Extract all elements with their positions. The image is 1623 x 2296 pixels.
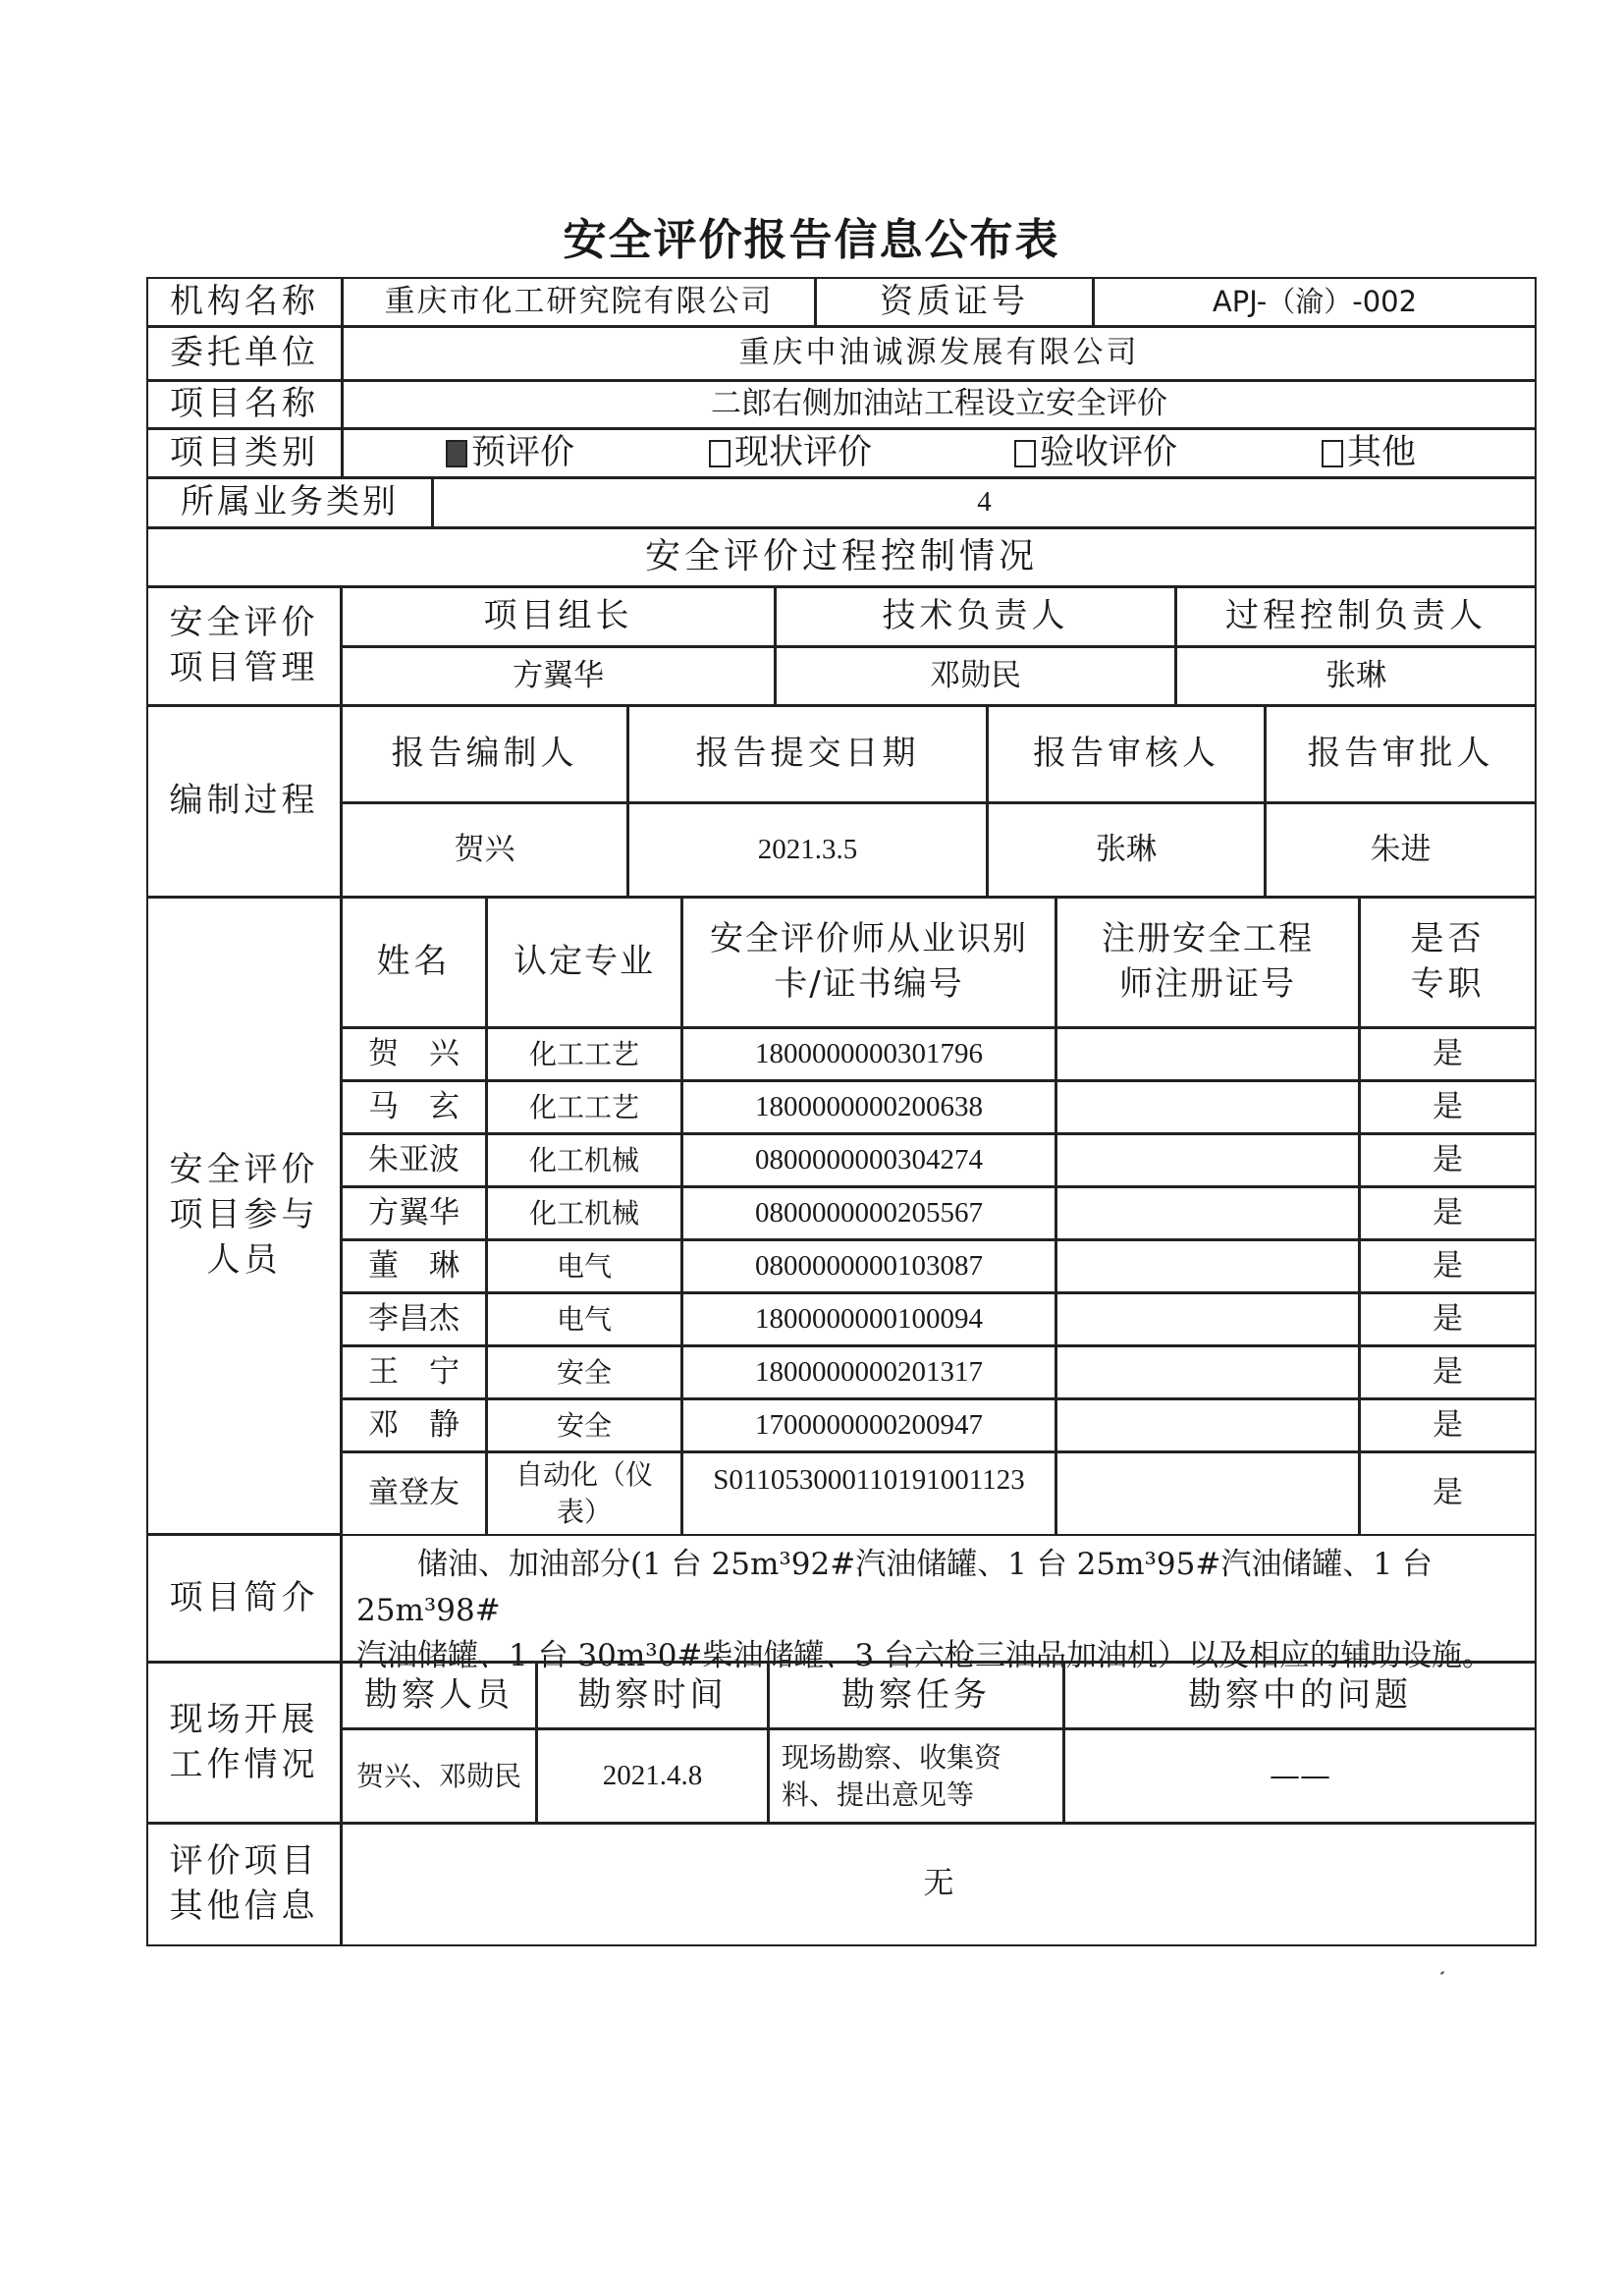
cert-label: 资质证号: [815, 277, 1094, 327]
person-card-number: 1800000000100094: [681, 1292, 1056, 1346]
intro-text: [341, 1534, 1537, 1673]
project-type-label: 项目类别: [146, 428, 343, 478]
person-full-time: 是: [1359, 1345, 1537, 1399]
header-line: 卡/证书编号: [774, 964, 964, 1004]
management-label-line2: 项目管理: [169, 648, 319, 687]
person-name: 童登友: [341, 1451, 487, 1536]
person-name: 李昌杰: [341, 1292, 487, 1346]
person-specialty: 安全: [486, 1345, 682, 1399]
comp-header-author: 报告编制人: [341, 705, 628, 803]
header-line: 师注册证号: [1119, 964, 1296, 1004]
person-full-time: 是: [1359, 1133, 1537, 1187]
mgmt-header-tech: 技术负责人: [775, 586, 1176, 647]
person-registration-number: [1055, 1186, 1360, 1240]
option-label: 现状评价: [734, 432, 873, 472]
person-full-time: 是: [1359, 1451, 1537, 1536]
option-label: 验收评价: [1040, 432, 1178, 472]
site-value-task: 现场勘察、收集资料、提出意见等: [768, 1728, 1064, 1824]
other-info-label-line2: 其他信息: [169, 1886, 319, 1926]
site-work-label-line2: 工作情况: [169, 1744, 319, 1784]
person-card-number: 1800000000200638: [681, 1080, 1056, 1134]
site-value-time: 2021.4.8: [536, 1728, 769, 1824]
option-label: 预评价: [471, 432, 575, 472]
project-name-value: 二郎右侧加油站工程设立安全评价: [342, 380, 1537, 429]
header-line: 注册安全工程: [1102, 919, 1314, 959]
site-header-staff: 勘察人员: [341, 1662, 537, 1729]
personnel-label: [146, 897, 342, 1535]
header-line: 专职: [1410, 964, 1486, 1004]
person-registration-number: [1055, 1345, 1360, 1399]
other-info-value: 无: [341, 1823, 1537, 1946]
person-full-time: 是: [1359, 1027, 1537, 1081]
person-card-number: 1800000000201317: [681, 1345, 1056, 1399]
checkbox-unchecked-icon[interactable]: [709, 440, 730, 467]
person-registration-number: [1055, 1239, 1360, 1293]
site-header-time: 勘察时间: [536, 1662, 769, 1729]
business-category-value: 4: [432, 477, 1537, 528]
comp-value-reviewer: 张琳: [987, 802, 1266, 898]
person-full-time: 是: [1359, 1239, 1537, 1293]
person-name: 邓 静: [341, 1398, 487, 1452]
comp-value-approver: 朱进: [1265, 802, 1537, 898]
person-name: 朱亚波: [341, 1133, 487, 1187]
client-label: 委托单位: [146, 326, 343, 381]
other-info-label-line1: 评价项目: [169, 1841, 319, 1882]
site-work-label: [146, 1662, 342, 1824]
mgmt-value-process: 张琳: [1175, 646, 1537, 706]
personnel-header-fulltime: [1359, 897, 1537, 1028]
mgmt-value-tech: 邓勋民: [775, 646, 1176, 706]
person-card-number: 0800000000304274: [681, 1133, 1056, 1187]
person-specialty: 化工机械: [486, 1133, 682, 1187]
other-info-label: [146, 1823, 342, 1946]
business-category-label: 所属业务类别: [146, 477, 433, 528]
person-full-time: 是: [1359, 1080, 1537, 1134]
person-registration-number: [1055, 1080, 1360, 1134]
intro-text-line1: 储油、加油部分(1 台 25m³92#汽油储罐、1 台 25m³95#汽油储罐、1 台 25m³98#: [356, 1547, 1433, 1628]
intro-text-line2: 汽油储罐、1 台 30m³0#柴油储罐、3 台六枪三油品加油机）以及相应的辅助设施。: [356, 1638, 1492, 1673]
person-card-number: 1700000000200947: [681, 1398, 1056, 1452]
comp-value-author: 贺兴: [341, 802, 628, 898]
mgmt-header-leader: 项目组长: [341, 586, 776, 647]
option-acceptance-evaluation[interactable]: [1014, 430, 1177, 476]
person-name: 董 琳: [341, 1239, 487, 1293]
option-other[interactable]: [1322, 430, 1416, 476]
project-name-label: 项目名称: [146, 380, 343, 429]
person-registration-number: [1055, 1451, 1360, 1536]
personnel-header-name: 姓名: [341, 897, 487, 1028]
personnel-label-line2: 项目参与: [169, 1195, 319, 1235]
checkbox-unchecked-icon[interactable]: [1322, 440, 1343, 467]
personnel-label-line3: 人员: [206, 1239, 282, 1280]
person-full-time: 是: [1359, 1292, 1537, 1346]
comp-header-reviewer: 报告审核人: [987, 705, 1266, 803]
process-section-title: 安全评价过程控制情况: [146, 527, 1537, 587]
person-specialty: 自动化（仪表）: [486, 1451, 682, 1536]
site-header-task: 勘察任务: [768, 1662, 1064, 1729]
person-specialty: 化工工艺: [486, 1080, 682, 1134]
org-value: 重庆市化工研究院有限公司: [342, 277, 816, 327]
cert-value: APJ-（渝）-002: [1093, 277, 1537, 327]
scan-speck: [1440, 1971, 1444, 1975]
person-specialty: 电气: [486, 1239, 682, 1293]
person-registration-number: [1055, 1292, 1360, 1346]
person-specialty: 安全: [486, 1398, 682, 1452]
person-full-time: 是: [1359, 1398, 1537, 1452]
person-card-number: 0800000000205567: [681, 1186, 1056, 1240]
site-value-staff: 贺兴、邓勋民: [341, 1728, 537, 1824]
management-label: [146, 586, 342, 706]
person-registration-number: [1055, 1398, 1360, 1452]
document-title: 安全评价报告信息公布表: [563, 215, 1060, 265]
person-card-number: S011053000110191001123: [681, 1451, 1056, 1536]
comp-header-approver: 报告审批人: [1265, 705, 1537, 803]
client-value: 重庆中油诚源发展有限公司: [342, 326, 1537, 381]
checkbox-checked-icon[interactable]: [446, 440, 467, 467]
comp-header-date: 报告提交日期: [627, 705, 988, 803]
mgmt-value-leader: 方翼华: [341, 646, 776, 706]
person-card-number: 0800000000103087: [681, 1239, 1056, 1293]
mgmt-header-process: 过程控制负责人: [1175, 586, 1537, 647]
person-registration-number: [1055, 1027, 1360, 1081]
project-type-options: [342, 428, 1537, 478]
person-specialty: 电气: [486, 1292, 682, 1346]
person-name: 贺 兴: [341, 1027, 487, 1081]
personnel-header-specialty: 认定专业: [486, 897, 682, 1028]
person-card-number: 1800000000301796: [681, 1027, 1056, 1081]
personnel-label-line1: 安全评价: [169, 1150, 319, 1190]
org-label: 机构名称: [146, 277, 343, 327]
option-label: 其他: [1347, 432, 1417, 472]
management-label-line1: 安全评价: [169, 603, 319, 643]
intro-label: 项目简介: [146, 1534, 342, 1663]
person-specialty: 化工工艺: [486, 1027, 682, 1081]
person-name: 方翼华: [341, 1186, 487, 1240]
person-full-time: 是: [1359, 1186, 1537, 1240]
person-registration-number: [1055, 1133, 1360, 1187]
personnel-header-registration: [1055, 897, 1360, 1028]
person-name: 马 玄: [341, 1080, 487, 1134]
personnel-header-card: [681, 897, 1056, 1028]
header-line: 安全评价师从业识别: [710, 919, 1028, 959]
person-specialty: 化工机械: [486, 1186, 682, 1240]
option-status-evaluation[interactable]: [709, 430, 872, 476]
site-header-issues: 勘察中的问题: [1063, 1662, 1537, 1729]
comp-value-date: 2021.3.5: [627, 802, 988, 898]
header-line: 是否: [1410, 919, 1486, 959]
compilation-label: 编制过程: [146, 705, 342, 898]
site-value-issues: ——: [1063, 1728, 1537, 1824]
checkbox-unchecked-icon[interactable]: [1014, 440, 1036, 467]
person-name: 王 宁: [341, 1345, 487, 1399]
site-work-label-line1: 现场开展: [169, 1699, 319, 1739]
option-pre-evaluation[interactable]: [446, 430, 574, 476]
